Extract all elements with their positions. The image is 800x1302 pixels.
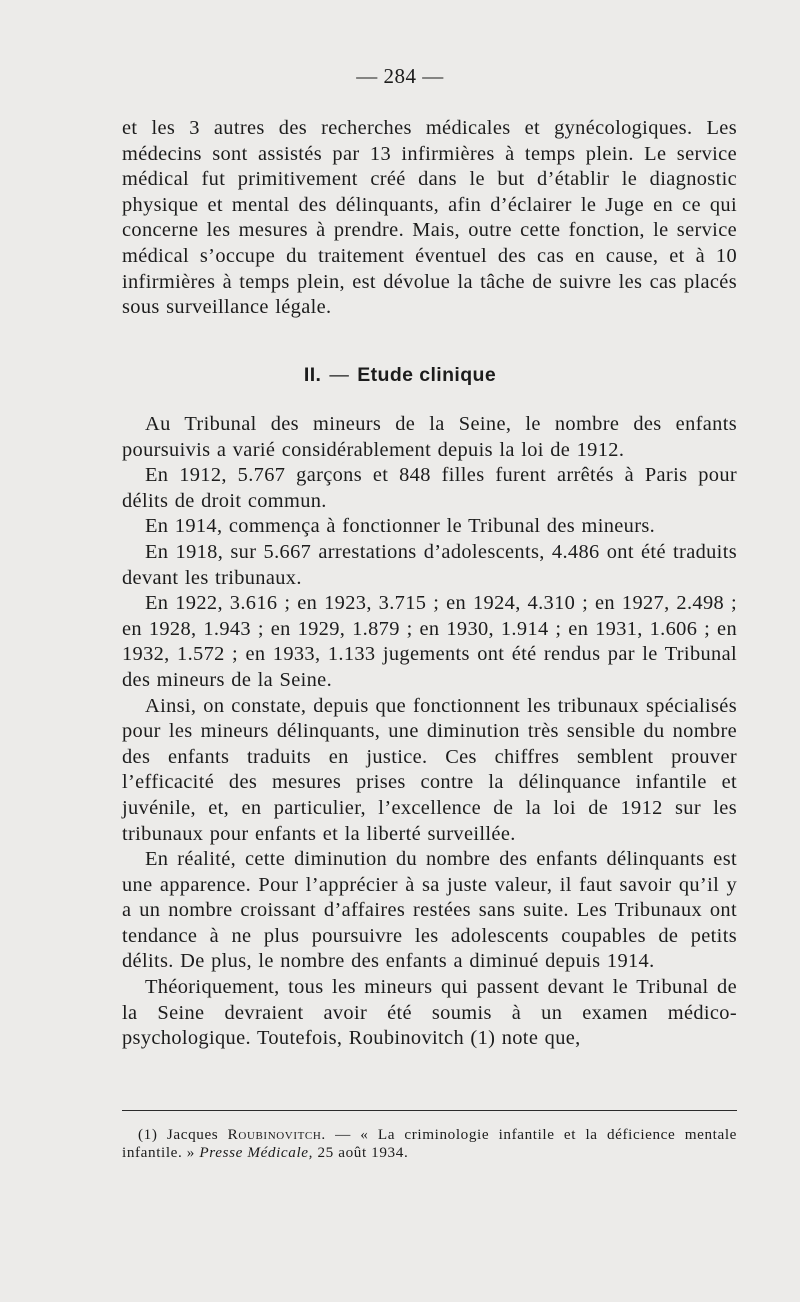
footnote-title: — « La criminologie infantile et la déficience mentale infantile. »	[122, 1126, 737, 1161]
footnote	[122, 1126, 737, 1162]
paragraph: En réalité, cette diminution du nombre des enfants délinquants est une apparence. Pour l’apprécier à sa juste valeur, il faut savoir qu’il y a un nombre croissant d’affaires restées sans suite. Les Tribunaux ont tendance à ne plus poursuivre les adolescents coupables de petits délits. De plus, le nombre des enfants a diminué depuis 1914.	[122, 848, 737, 973]
footnote-marker: (1)	[138, 1126, 158, 1143]
paragraph: et les 3 autres des recherches médicales et gynécologiques. Les médecins sont assistés par 13 infirmières à temps plein. Le service médical fut primitivement créé dans le but d’établir le diagnostic physique et mental des délinquants, afin d’éclairer le Juge en ce qui concerne les mesures à prendre. Mais, outre cette fonction, le service médical s’occupe du traitement éventuel des cas en cause, et à 10 infirmières à temps plein, est dévolue la tâche de suivre les cas placés sous surveillance légale.	[122, 117, 737, 319]
footnote-author-first: Jacques	[166, 1126, 219, 1143]
footnote-journal: Presse Médicale,	[199, 1144, 314, 1161]
footnote-date: 25 août 1934.	[317, 1144, 409, 1161]
intro-paragraph	[122, 116, 737, 321]
section-title: Etude clinique	[357, 364, 497, 386]
footnote-author-last: Roubinovitch.	[227, 1126, 326, 1143]
footnote-divider	[122, 1110, 737, 1111]
paragraph: En 1914, commença à fonctionner le Tribunal des mineurs.	[145, 515, 656, 538]
paragraph: En 1918, sur 5.667 arrestations d’adolescents, 4.486 ont été traduits devant les tribunaux.	[122, 540, 737, 589]
paragraph: Théoriquement, tous les mineurs qui passent devant le Tribunal de la Seine devraient avoir été soumis à un examen médico-psychologique. Toutefois, Roubinovitch (1) note que,	[122, 976, 737, 1050]
paragraph: En 1922, 3.616 ; en 1923, 3.715 ; en 1924, 4.310 ; en 1927, 2.498 ; en 1928, 1.943 ; en 1929, 1.879 ; en 1930, 1.914 ; en 1931, 1.606 ; en 1932, 1.572 ; en 1933, 1.133 jugements ont été rendus par le Tribunal des mineurs de la Seine.	[122, 592, 737, 691]
paragraph: Ainsi, on constate, depuis que fonctionnent les tribunaux spécialisés pour les mineurs délinquants, une diminution très sensible du nombre des enfants traduits en justice. Ces chiffres semblent prouver l’efficacité des mesures prises contre la délinquance infantile et juvénile, et, en particulier, l’excellence de la loi de 1912 sur les tribunaux pour enfants et la liberté surveillée.	[122, 694, 737, 845]
section-numeral: II.	[303, 364, 322, 386]
body-text	[122, 412, 737, 1052]
section-heading	[0, 364, 800, 387]
paragraph: En 1912, 5.767 garçons et 848 filles furent arrêtés à Paris pour délits de droit commun.	[122, 464, 737, 512]
page-number: — 284 —	[356, 64, 444, 88]
paragraph: Au Tribunal des mineurs de la Seine, le nombre des enfants poursuivis a varié considérablement depuis la loi de 1912.	[122, 413, 737, 461]
section-dash: —	[329, 364, 350, 386]
